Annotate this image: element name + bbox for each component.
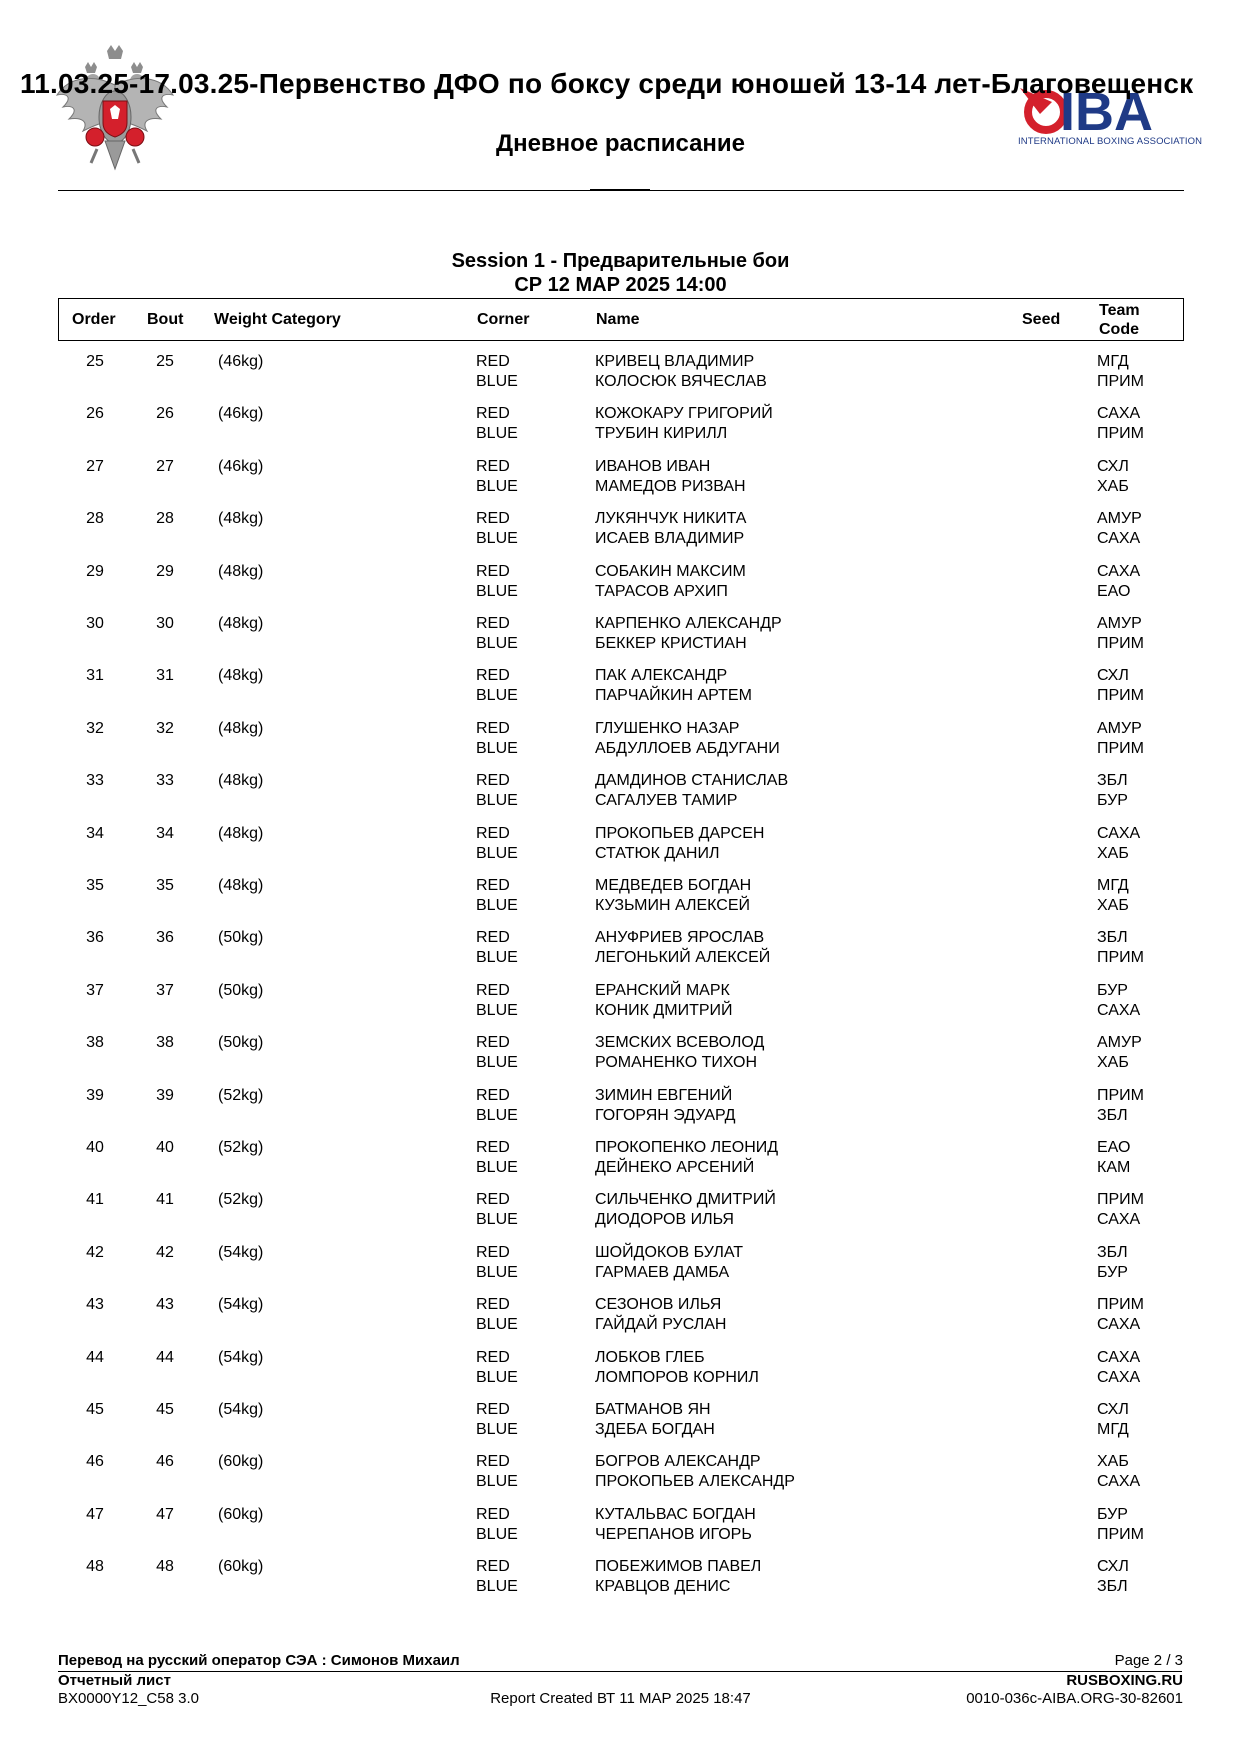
row-bout: 32 (156, 719, 174, 737)
document-subtitle: Дневное расписание (495, 130, 746, 157)
row-blue-name: БЕККЕР КРИСТИАН (595, 635, 747, 652)
iba-logo-caption: INTERNATIONAL BOXING ASSOCIATION (1018, 136, 1203, 147)
header-bout: Bout (147, 311, 184, 328)
row-weight-category: (60kg) (218, 1505, 264, 1523)
table-header (58, 298, 1184, 341)
row-blue-corner: BLUE (476, 1368, 518, 1386)
row-blue-corner: BLUE (476, 425, 518, 443)
row-blue-corner: BLUE (476, 687, 518, 705)
row-red-corner: RED (476, 1348, 510, 1366)
row-red-name: БОГРОВ АЛЕКСАНДР (595, 1453, 761, 1471)
table-row (0, 562, 1241, 615)
table-row (0, 1400, 1241, 1453)
row-weight-category: (50kg) (218, 1034, 264, 1052)
row-red-corner: RED (476, 981, 510, 999)
table-row (0, 928, 1241, 981)
row-blue-corner: BLUE (476, 1054, 518, 1072)
row-red-team: ЗБЛ (1097, 1243, 1128, 1261)
row-bout: 47 (156, 1505, 174, 1523)
row-bout: 40 (156, 1139, 174, 1156)
row-red-team: СХЛ (1097, 1401, 1129, 1418)
row-blue-team: САХА (1097, 1211, 1141, 1229)
row-order: 47 (86, 1505, 104, 1523)
row-blue-corner: BLUE (476, 1578, 518, 1596)
row-order: 48 (86, 1558, 104, 1576)
row-bout: 43 (156, 1296, 174, 1314)
row-red-name: ДАМДИНОВ СТАНИСЛАВ (595, 772, 789, 790)
row-blue-corner: BLUE (476, 1316, 518, 1334)
row-blue-corner: BLUE (476, 635, 518, 652)
row-blue-name: ЛОМПОРОВ КОРНИЛ (595, 1368, 759, 1386)
row-red-corner: RED (476, 1401, 510, 1418)
row-red-corner: RED (476, 1139, 510, 1156)
row-blue-corner: BLUE (476, 739, 518, 757)
row-weight-category: (52kg) (218, 1086, 264, 1104)
row-order: 35 (86, 877, 104, 894)
table-row (0, 1138, 1241, 1191)
row-red-corner: RED (476, 719, 510, 737)
row-bout: 35 (156, 877, 174, 894)
row-blue-team: БУР (1097, 792, 1128, 810)
session-date: СР 12 МАР 2025 14:00 (514, 274, 727, 296)
header-divider-accent (590, 189, 650, 191)
row-blue-team: БУР (1097, 1263, 1128, 1281)
row-red-corner: RED (476, 1453, 510, 1471)
row-red-team: СХЛ (1097, 457, 1129, 475)
row-blue-team: ЗБЛ (1097, 1578, 1128, 1596)
row-weight-category: (54kg) (218, 1401, 264, 1418)
row-blue-corner: BLUE (476, 373, 518, 390)
row-bout: 48 (156, 1558, 174, 1576)
row-red-team: АМУР (1097, 1034, 1142, 1052)
row-red-corner: RED (476, 405, 510, 423)
row-red-name: ЕРАНСКИЙ МАРК (595, 981, 730, 999)
table-row (0, 1086, 1241, 1139)
row-order: 41 (86, 1191, 104, 1209)
row-red-team: САХА (1097, 824, 1141, 842)
row-red-team: САХА (1097, 405, 1141, 423)
row-red-corner: RED (476, 457, 510, 475)
table-row (0, 1033, 1241, 1086)
row-bout: 36 (156, 929, 174, 947)
footer-translator: Перевод на русский оператор СЭА : Симонов Михаил (58, 1652, 460, 1669)
row-blue-team: ПРИМ (1097, 373, 1144, 390)
row-weight-category: (54kg) (218, 1296, 264, 1314)
row-blue-name: ЗДЕБА БОГДАН (595, 1421, 715, 1438)
row-weight-category: (48kg) (218, 772, 264, 790)
row-red-corner: RED (476, 1191, 510, 1209)
row-blue-name: ЧЕРЕПАНОВ ИГОРЬ (595, 1525, 752, 1543)
row-blue-corner: BLUE (476, 1106, 518, 1124)
table-row (0, 1505, 1241, 1558)
header-corner: Corner (477, 311, 530, 328)
row-blue-name: МАМЕДОВ РИЗВАН (595, 477, 746, 495)
row-red-name: АНУФРИЕВ ЯРОСЛАВ (595, 929, 765, 947)
row-order: 37 (86, 981, 104, 999)
row-blue-corner: BLUE (476, 582, 518, 600)
row-order: 30 (86, 615, 104, 632)
row-red-name: ИВАНОВ ИВАН (595, 457, 711, 475)
row-order: 39 (86, 1086, 104, 1104)
row-red-corner: RED (476, 1558, 510, 1576)
row-order: 40 (86, 1139, 104, 1156)
row-blue-team: КАМ (1097, 1159, 1131, 1176)
header-team-line2: Code (1099, 321, 1139, 338)
row-blue-team: ПРИМ (1097, 949, 1144, 967)
row-bout: 33 (156, 772, 174, 790)
row-red-corner: RED (476, 877, 510, 894)
row-red-team: САХА (1097, 562, 1141, 580)
row-red-team: ЗБЛ (1097, 929, 1128, 947)
row-weight-category: (52kg) (218, 1191, 264, 1209)
row-bout: 45 (156, 1401, 174, 1418)
table-row (0, 352, 1241, 405)
row-blue-corner: BLUE (476, 1263, 518, 1281)
header-team-line1: Team (1099, 302, 1140, 319)
row-weight-category: (50kg) (218, 981, 264, 999)
row-red-team: МГД (1097, 353, 1129, 370)
row-red-name: ЗЕМСКИХ ВСЕВОЛОД (595, 1034, 765, 1052)
row-blue-name: САГАЛУЕВ ТАМИР (595, 792, 738, 810)
row-blue-name: ТАРАСОВ АРХИП (595, 582, 728, 600)
table-row (0, 981, 1241, 1034)
row-blue-corner: BLUE (476, 530, 518, 548)
row-red-name: СОБАКИН МАКСИМ (595, 562, 746, 580)
row-weight-category: (48kg) (218, 824, 264, 842)
row-blue-name: ЛЕГОНЬКИЙ АЛЕКСЕЙ (595, 949, 771, 967)
row-blue-team: САХА (1097, 1316, 1141, 1334)
row-red-corner: RED (476, 772, 510, 790)
row-red-team: ПРИМ (1097, 1086, 1144, 1104)
row-weight-category: (52kg) (218, 1139, 264, 1156)
row-blue-corner: BLUE (476, 792, 518, 810)
row-red-team: СХЛ (1097, 667, 1129, 685)
row-weight-category: (60kg) (218, 1453, 264, 1471)
row-bout: 25 (156, 353, 174, 370)
row-order: 31 (86, 667, 104, 685)
table-row (0, 1190, 1241, 1243)
row-blue-corner: BLUE (476, 1211, 518, 1229)
row-red-corner: RED (476, 1034, 510, 1052)
row-blue-team: ЗБЛ (1097, 1106, 1128, 1124)
row-blue-name: ДЕЙНЕКО АРСЕНИЙ (595, 1159, 755, 1176)
footer-report-label: Отчетный лист (58, 1672, 171, 1689)
row-bout: 29 (156, 562, 174, 580)
row-bout: 42 (156, 1243, 174, 1261)
row-bout: 46 (156, 1453, 174, 1471)
row-blue-name: ДИОДОРОВ ИЛЬЯ (595, 1211, 734, 1229)
row-red-team: ЗБЛ (1097, 772, 1128, 790)
row-red-name: ЗИМИН ЕВГЕНИЙ (595, 1086, 733, 1104)
row-blue-team: САХА (1097, 530, 1141, 548)
row-red-name: ГЛУШЕНКО НАЗАР (595, 719, 740, 737)
row-blue-team: ПРИМ (1097, 635, 1144, 652)
footer-document-id: 0010-036c-AIBA.ORG-30-82601 (966, 1690, 1183, 1707)
row-bout: 39 (156, 1086, 174, 1104)
header-team-code (1099, 301, 1140, 339)
row-red-name: ПОБЕЖИМОВ ПАВЕЛ (595, 1558, 762, 1576)
row-red-team: СХЛ (1097, 1558, 1129, 1576)
header-order: Order (72, 311, 116, 328)
row-red-name: КУТАЛЬВАС БОГДАН (595, 1505, 756, 1523)
iba-logo-text: IBA (1060, 82, 1153, 136)
row-bout: 37 (156, 981, 174, 999)
row-blue-name: РОМАНЕНКО ТИХОН (595, 1054, 757, 1072)
federation-emblem-logo (55, 45, 175, 175)
row-bout: 44 (156, 1348, 174, 1366)
row-bout: 31 (156, 667, 174, 685)
footer-divider (58, 1671, 1182, 1672)
row-order: 26 (86, 405, 104, 423)
row-blue-name: КУЗЬМИН АЛЕКСЕЙ (595, 897, 751, 914)
row-blue-name: ГОГОРЯН ЭДУАРД (595, 1106, 736, 1124)
row-red-team: АМУР (1097, 510, 1142, 528)
row-blue-name: ПАРЧАЙКИН АРТЕМ (595, 687, 752, 705)
row-red-team: АМУР (1097, 719, 1142, 737)
row-order: 29 (86, 562, 104, 580)
row-red-corner: RED (476, 1243, 510, 1261)
row-bout: 34 (156, 824, 174, 842)
row-red-corner: RED (476, 510, 510, 528)
row-blue-team: ЕАО (1097, 582, 1131, 600)
row-red-corner: RED (476, 929, 510, 947)
table-row (0, 1295, 1241, 1348)
table-row (0, 614, 1241, 667)
row-blue-name: КОНИК ДМИТРИЙ (595, 1001, 733, 1019)
row-red-corner: RED (476, 1296, 510, 1314)
table-row (0, 457, 1241, 510)
table-row (0, 1557, 1241, 1610)
row-weight-category: (48kg) (218, 510, 264, 528)
table-row (0, 719, 1241, 772)
table-row (0, 666, 1241, 719)
table-row (0, 1452, 1241, 1505)
row-order: 42 (86, 1243, 104, 1261)
row-weight-category: (46kg) (218, 405, 264, 423)
row-order: 25 (86, 353, 104, 370)
row-blue-name: ПРОКОПЬЕВ АЛЕКСАНДР (595, 1473, 795, 1491)
document-title: 11.03.25-17.03.25-Первенство ДФО по боксу среди юношей 13-14 лет-Благовещенск (20, 68, 1194, 99)
row-order: 27 (86, 457, 104, 475)
row-red-name: БАТМАНОВ ЯН (595, 1401, 711, 1418)
row-red-name: ШОЙДОКОВ БУЛАТ (595, 1243, 744, 1261)
row-red-team: ЕАО (1097, 1139, 1131, 1156)
row-red-corner: RED (476, 667, 510, 685)
row-blue-corner: BLUE (476, 1421, 518, 1438)
row-order: 43 (86, 1296, 104, 1314)
footer-page-number: Page 2 / 3 (1114, 1652, 1183, 1669)
row-blue-corner: BLUE (476, 1159, 518, 1176)
row-blue-team: САХА (1097, 1473, 1141, 1491)
row-red-name: ПРОКОПЬЕВ ДАРСЕН (595, 824, 765, 842)
row-red-team: ХАБ (1097, 1453, 1129, 1471)
table-row (0, 509, 1241, 562)
row-bout: 27 (156, 457, 174, 475)
row-blue-corner: BLUE (476, 1525, 518, 1543)
row-red-corner: RED (476, 1505, 510, 1523)
footer-report-created: Report Created ВТ 11 МАР 2025 18:47 (490, 1690, 751, 1707)
row-blue-name: ТРУБИН КИРИЛЛ (595, 425, 728, 443)
row-blue-corner: BLUE (476, 897, 518, 914)
row-weight-category: (46kg) (218, 457, 264, 475)
row-red-corner: RED (476, 353, 510, 370)
row-red-name: СИЛЬЧЕНКО ДМИТРИЙ (595, 1191, 776, 1209)
row-red-team: МГД (1097, 877, 1129, 894)
row-weight-category: (48kg) (218, 562, 264, 580)
header-name: Name (596, 311, 640, 328)
row-blue-name: КРАВЦОВ ДЕНИС (595, 1578, 731, 1596)
row-order: 28 (86, 510, 104, 528)
row-blue-team: ХАБ (1097, 897, 1129, 914)
row-red-team: БУР (1097, 1505, 1128, 1523)
row-bout: 28 (156, 510, 174, 528)
row-red-name: ПАК АЛЕКСАНДР (595, 667, 728, 685)
table-row (0, 404, 1241, 457)
row-order: 46 (86, 1453, 104, 1471)
row-blue-team: ХАБ (1097, 844, 1129, 862)
row-blue-team: ПРИМ (1097, 687, 1144, 705)
row-red-name: КОЖОКАРУ ГРИГОРИЙ (595, 405, 773, 423)
row-blue-team: ХАБ (1097, 1054, 1129, 1072)
row-weight-category: (54kg) (218, 1243, 264, 1261)
row-bout: 30 (156, 615, 174, 632)
row-blue-name: АБДУЛЛОЕВ АБДУГАНИ (595, 739, 780, 757)
row-bout: 26 (156, 405, 174, 423)
row-blue-team: ПРИМ (1097, 425, 1144, 443)
table-row (0, 1348, 1241, 1401)
row-blue-corner: BLUE (476, 1001, 518, 1019)
table-row (0, 771, 1241, 824)
row-blue-corner: BLUE (476, 844, 518, 862)
header-seed: Seed (1022, 311, 1061, 328)
row-order: 45 (86, 1401, 104, 1418)
row-red-team: АМУР (1097, 615, 1142, 632)
row-weight-category: (54kg) (218, 1348, 264, 1366)
row-blue-team: ПРИМ (1097, 739, 1144, 757)
row-bout: 41 (156, 1191, 174, 1209)
row-red-corner: RED (476, 824, 510, 842)
row-blue-team: ХАБ (1097, 477, 1129, 495)
row-weight-category: (48kg) (218, 667, 264, 685)
table-row (0, 876, 1241, 929)
row-red-corner: RED (476, 615, 510, 632)
row-blue-name: ИСАЕВ ВЛАДИМИР (595, 530, 745, 548)
row-blue-corner: BLUE (476, 1473, 518, 1491)
row-red-team: БУР (1097, 981, 1128, 999)
row-blue-corner: BLUE (476, 477, 518, 495)
row-weight-category: (50kg) (218, 929, 264, 947)
row-blue-name: КОЛОСЮК ВЯЧЕСЛАВ (595, 373, 767, 390)
row-blue-team: САХА (1097, 1001, 1141, 1019)
row-red-name: СЕЗОНОВ ИЛЬЯ (595, 1296, 722, 1314)
row-blue-name: СТАТЮК ДАНИЛ (595, 844, 720, 862)
row-blue-team: МГД (1097, 1421, 1129, 1438)
row-weight-category: (60kg) (218, 1558, 264, 1576)
row-red-team: ПРИМ (1097, 1296, 1144, 1314)
row-red-name: КАРПЕНКО АЛЕКСАНДР (595, 615, 782, 632)
row-order: 34 (86, 824, 104, 842)
row-weight-category: (48kg) (218, 615, 264, 632)
row-red-team: ПРИМ (1097, 1191, 1144, 1209)
row-red-name: КРИВЕЦ ВЛАДИМИР (595, 353, 755, 370)
footer-code: BX0000Y12_C58 3.0 (58, 1690, 199, 1707)
row-order: 32 (86, 719, 104, 737)
row-red-corner: RED (476, 562, 510, 580)
row-weight-category: (48kg) (218, 877, 264, 894)
session-title: Session 1 - Предварительные бои (451, 250, 790, 272)
row-blue-team: САХА (1097, 1368, 1141, 1386)
header-weight-category: Weight Category (214, 311, 341, 328)
row-red-corner: RED (476, 1086, 510, 1104)
row-order: 44 (86, 1348, 104, 1366)
row-blue-name: ГАРМАЕВ ДАМБА (595, 1263, 730, 1281)
row-bout: 38 (156, 1034, 174, 1052)
row-blue-team: ПРИМ (1097, 1525, 1144, 1543)
row-red-name: ЛОБКОВ ГЛЕБ (595, 1348, 705, 1366)
row-red-name: МЕДВЕДЕВ БОГДАН (595, 877, 752, 894)
row-red-name: ЛУКЯНЧУК НИКИТА (595, 510, 747, 528)
row-order: 33 (86, 772, 104, 790)
row-blue-name: ГАЙДАЙ РУСЛАН (595, 1316, 727, 1334)
footer-site: RUSBOXING.RU (1066, 1672, 1183, 1689)
row-order: 36 (86, 929, 104, 947)
table-row (0, 1243, 1241, 1296)
row-red-team: САХА (1097, 1348, 1141, 1366)
row-red-name: ПРОКОПЕНКО ЛЕОНИД (595, 1139, 779, 1156)
row-blue-corner: BLUE (476, 949, 518, 967)
row-order: 38 (86, 1034, 104, 1052)
row-weight-category: (48kg) (218, 719, 264, 737)
table-row (0, 824, 1241, 877)
row-weight-category: (46kg) (218, 353, 264, 370)
